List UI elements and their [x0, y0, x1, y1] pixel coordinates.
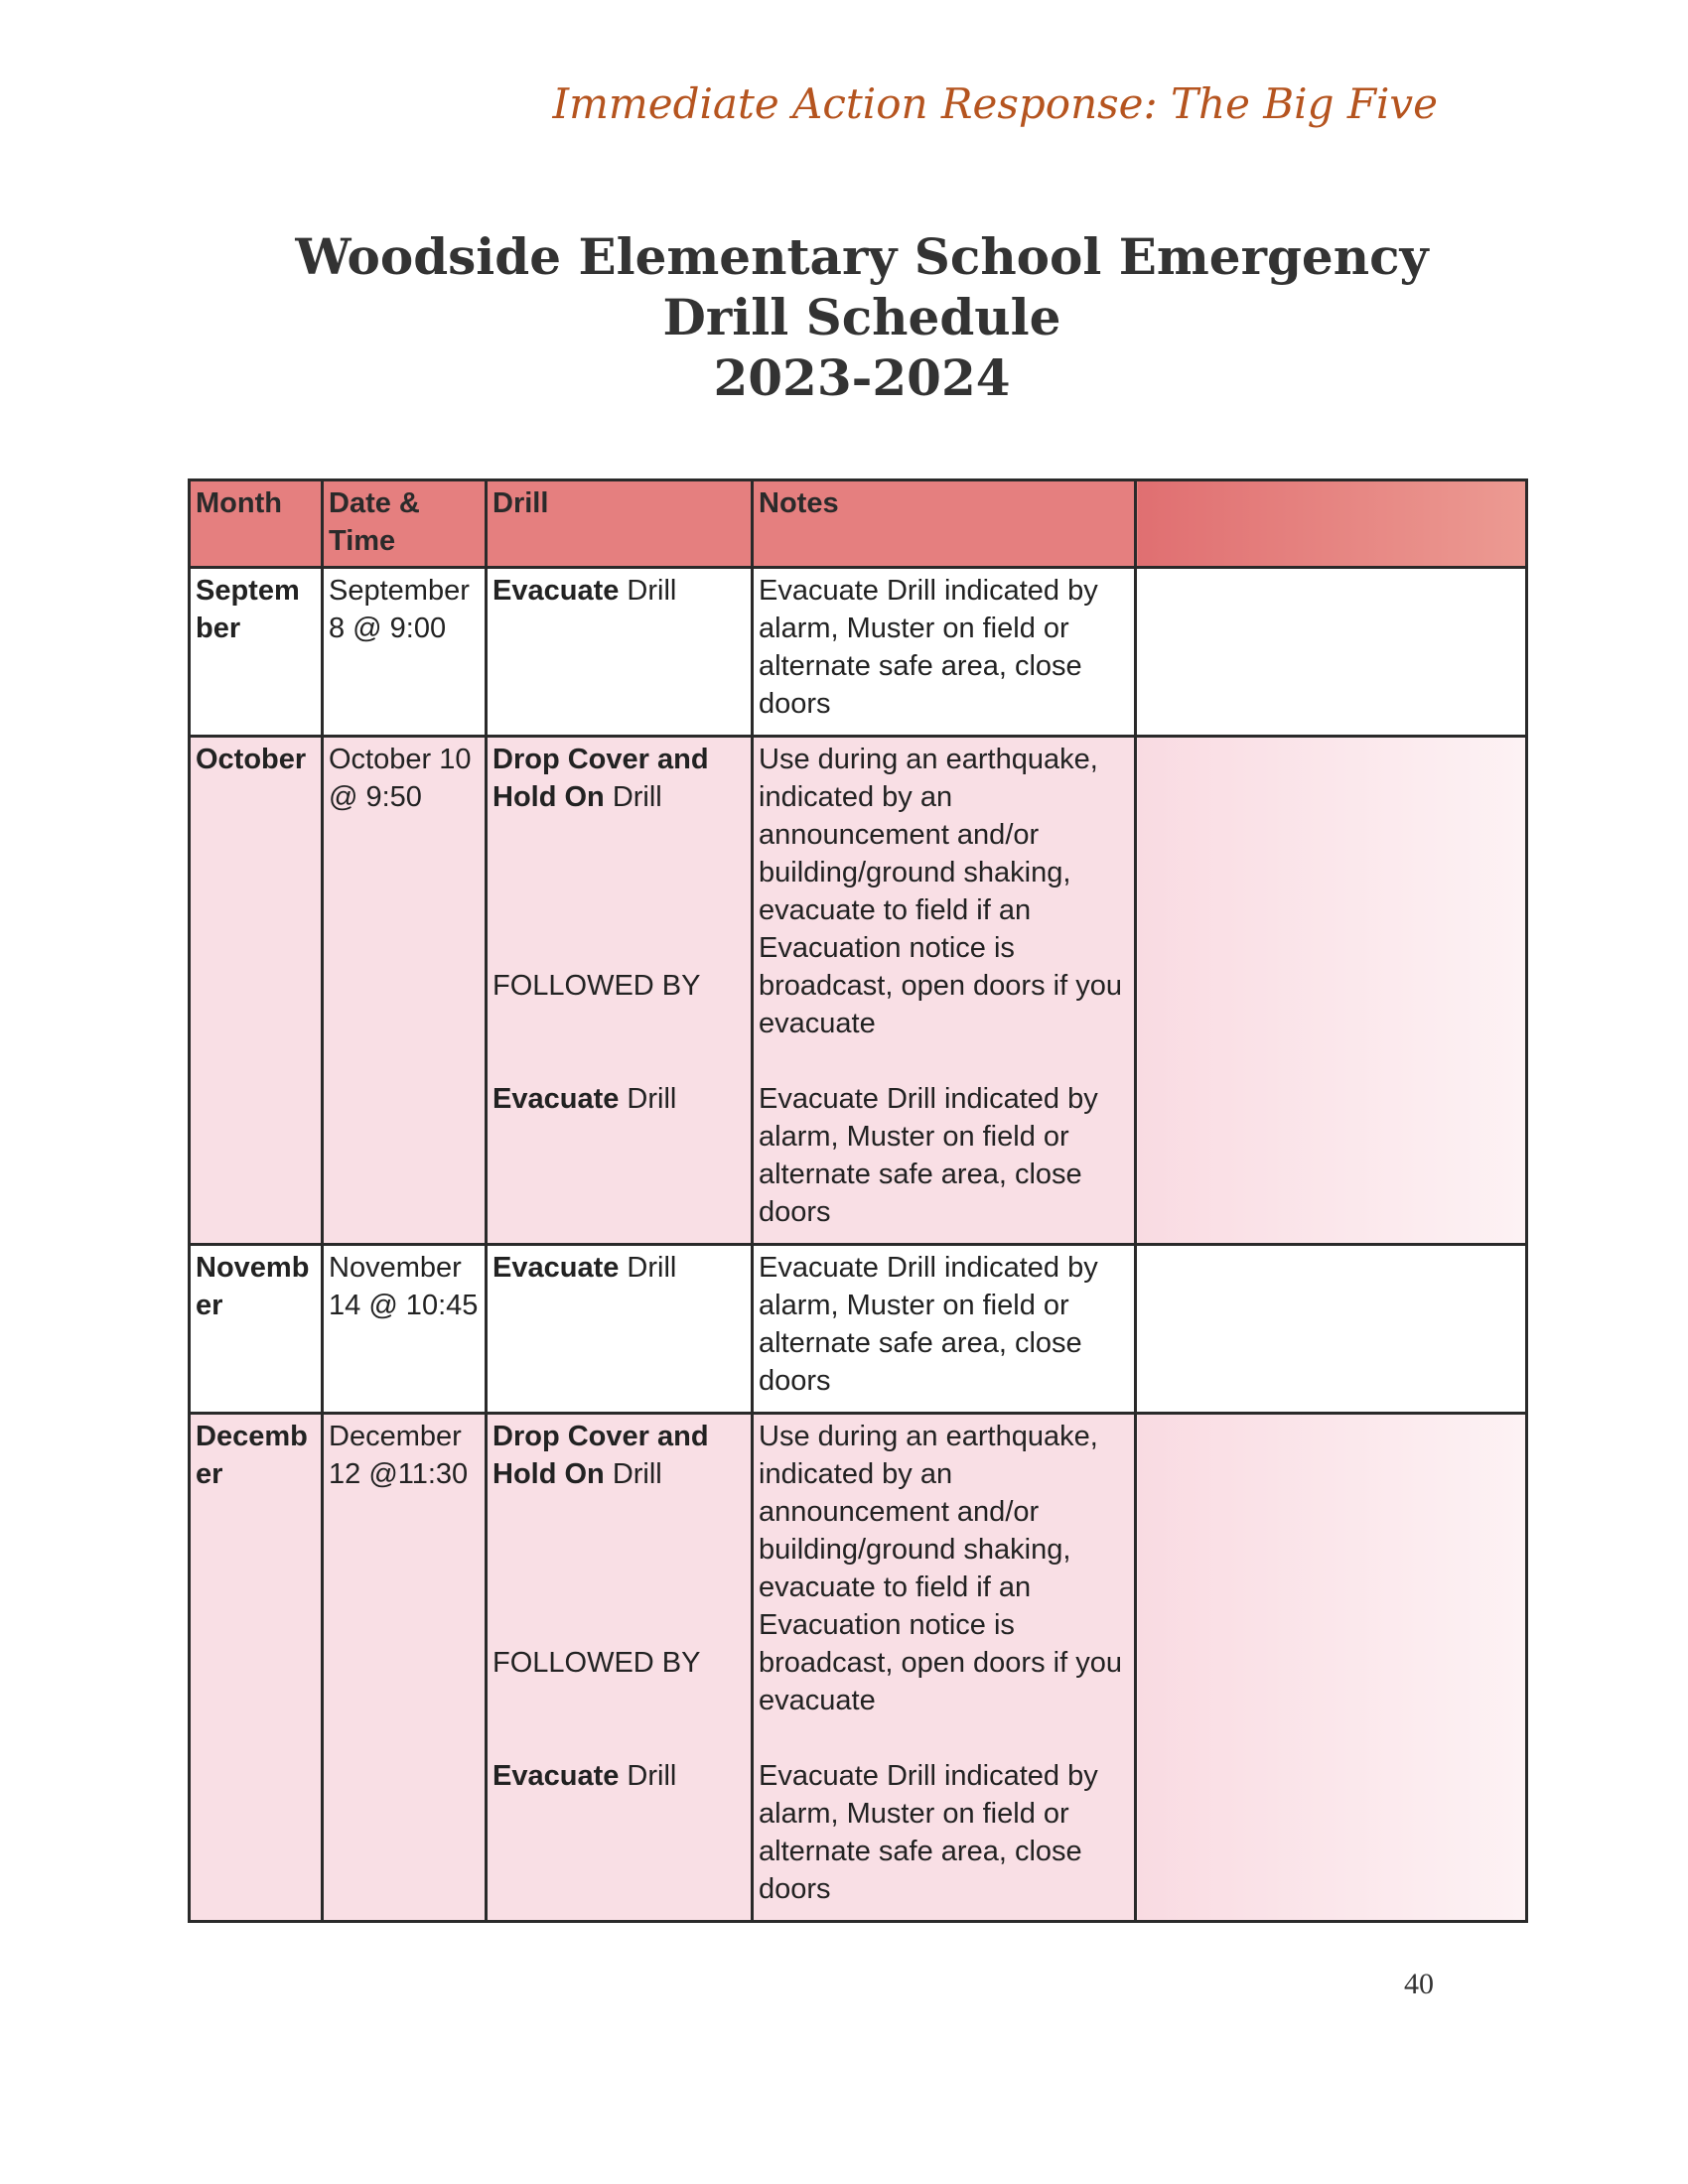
notes-cell: Evacuate Drill indicated by alarm, Muster on field or alternate safe area, close doors — [753, 568, 1136, 737]
title-line: Woodside Elementary School Emergency — [295, 227, 1429, 286]
notes-cell — [753, 1414, 1136, 1922]
drill-block — [492, 1418, 746, 1644]
column-header-month: Month — [190, 480, 323, 568]
drill-suffix: Drill — [619, 1760, 677, 1792]
table-row — [190, 568, 1527, 737]
table-row — [190, 737, 1527, 1245]
notes-text: Use during an earthquake, indicated by an announcement and/or building/ground shaking, evacuate to field if an Evacuation notice is broadcast, open doors if you evacuate — [759, 744, 1122, 1039]
blank-cell — [1136, 1245, 1527, 1414]
table-row — [190, 1245, 1527, 1414]
drill-name: Evacuate — [492, 575, 620, 607]
table-row — [190, 1414, 1527, 1922]
column-header-drill: Drill — [487, 480, 753, 568]
followed-by-label: FOLLOWED BY — [492, 970, 701, 1002]
notes-cell: Evacuate Drill indicated by alarm, Muster on field or alternate safe area, close doors — [753, 1245, 1136, 1414]
title-year: 2023-2024 — [713, 348, 1011, 407]
notes-text: Use during an earthquake, indicated by an announcement and/or building/ground shaking, evacuate to field if an Evacuation notice is broadcast, open doors if you evacuate — [759, 1421, 1122, 1716]
drill-name: Evacuate — [492, 1252, 620, 1284]
notes-text: Evacuate Drill indicated by alarm, Muster on field or alternate safe area, close doors — [759, 1083, 1098, 1228]
column-header-blank — [1136, 480, 1527, 568]
blank-cell — [1136, 568, 1527, 737]
drill-name: Evacuate — [492, 1083, 620, 1115]
column-header-notes: Notes — [753, 480, 1136, 568]
drill-cell — [487, 568, 753, 737]
notes-text: Evacuate Drill indicated by alarm, Muster on field or alternate safe area, close doors — [759, 1760, 1098, 1905]
page-title — [199, 226, 1525, 408]
month-cell: November — [190, 1245, 323, 1414]
running-header: Immediate Action Response: The Big Five — [552, 79, 1438, 128]
drill-suffix: Drill — [604, 781, 662, 813]
drill-suffix: Drill — [604, 1458, 662, 1490]
blank-cell — [1136, 1414, 1527, 1922]
month-cell: December — [190, 1414, 323, 1922]
drill-block — [492, 1757, 746, 1795]
drill-suffix: Drill — [619, 575, 677, 607]
drill-suffix: Drill — [619, 1083, 677, 1115]
notes-cell — [753, 737, 1136, 1245]
date-cell: September 8 @ 9:00 — [323, 568, 487, 737]
drill-cell — [487, 1245, 753, 1414]
month-cell: September — [190, 568, 323, 737]
drill-cell — [487, 737, 753, 1245]
date-cell: October 10 @ 9:50 — [323, 737, 487, 1245]
page-number: 40 — [1404, 1968, 1434, 2000]
drill-block — [492, 741, 746, 967]
drill-suffix: Drill — [619, 1252, 677, 1284]
drill-name: Drop Cover and Hold On — [492, 744, 709, 813]
date-cell: November 14 @ 10:45 — [323, 1245, 487, 1414]
column-header-date-time: Date & Time — [323, 480, 487, 568]
drill-block — [492, 1080, 746, 1118]
drill-cell — [487, 1414, 753, 1922]
table-header-row — [190, 480, 1527, 568]
title-line: Drill Schedule — [662, 288, 1061, 346]
date-cell: December 12 @11:30 — [323, 1414, 487, 1922]
drill-name: Evacuate — [492, 1760, 620, 1792]
drill-schedule-table — [188, 478, 1528, 1923]
blank-cell — [1136, 737, 1527, 1245]
month-cell: October — [190, 737, 323, 1245]
followed-by-label: FOLLOWED BY — [492, 1647, 701, 1679]
drill-name: Drop Cover and Hold On — [492, 1421, 709, 1490]
